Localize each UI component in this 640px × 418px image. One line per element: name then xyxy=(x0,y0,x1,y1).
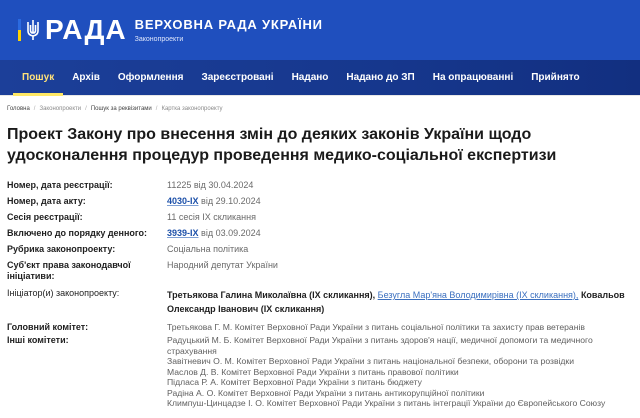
page-title: Проект Закону про внесення змін до деяких законів України щодо удосконалення процедур проведення медико-соціальної експертизи xyxy=(7,126,557,164)
value: 11 сесія IX скликання xyxy=(167,212,256,222)
site-subtitle: Законопроекти xyxy=(134,36,184,43)
committee-item: Завітневич О. М. Комітет Верховної Ради України з питань національної безпеки, оборони та розвідки xyxy=(167,356,574,366)
row-main-committee xyxy=(7,322,640,333)
row-session xyxy=(7,212,640,223)
value: 11225 від 30.04.2024 xyxy=(167,180,254,190)
label: Головний комітет: xyxy=(7,322,89,332)
site-header xyxy=(0,0,640,60)
committee-item: Радуцький М. Б. Комітет Верховної Ради України з питань здоров'я нації, медичної допомоги та медичного страхування xyxy=(167,335,593,356)
row-act xyxy=(7,196,640,207)
initiator-link[interactable]: Безугла Мар'яна Володимирівна (IX скликання), xyxy=(377,290,579,300)
main-nav xyxy=(0,60,640,96)
value: Соціальна політика xyxy=(167,244,249,254)
label: Ініціатор(и) законопроекту: xyxy=(7,288,120,298)
committee-item: Климпуш-Цинцадзе І. О. Комітет Верховної Ради України з питань інтеграції України до Європейського Союзу xyxy=(167,398,606,408)
initiator: Ковальов Олександр Іванович (IX скликання) xyxy=(167,290,625,314)
breadcrumb-search[interactable]: Пошук за реквізитами xyxy=(90,105,152,112)
label: Інші комітети: xyxy=(7,335,69,345)
row-other-committees xyxy=(7,335,640,409)
label: Рубрика законопроекту: xyxy=(7,244,116,254)
bill-info xyxy=(0,166,640,409)
nav-archive[interactable]: Архів xyxy=(72,72,100,83)
nav-registered[interactable]: Зареєстровані xyxy=(201,72,274,83)
breadcrumb-current: Картка законопроекту xyxy=(161,105,223,112)
agenda-link[interactable]: 3939-IX xyxy=(167,228,199,238)
trident-icon xyxy=(26,19,40,41)
label: Номер, дата акту: xyxy=(7,196,86,206)
breadcrumb-separator: / xyxy=(155,105,158,112)
logo[interactable]: РАДА xyxy=(45,14,127,45)
value: Народний депутат України xyxy=(167,260,278,270)
act-link[interactable]: 4030-IX xyxy=(167,196,199,206)
ukraine-flag-icon xyxy=(18,19,21,41)
nav-submitted[interactable]: Надано xyxy=(291,72,329,83)
breadcrumb-separator: / xyxy=(33,105,36,112)
label: Суб'єкт права законодавчої ініціативи: xyxy=(7,260,131,281)
agenda-date: від 03.09.2024 xyxy=(201,228,261,238)
nav-submitted-to-zp[interactable]: Надано до ЗП xyxy=(346,72,415,83)
act-date: від 29.10.2024 xyxy=(201,196,261,206)
breadcrumb xyxy=(0,96,640,116)
site-title[interactable]: ВЕРХОВНА РАДА УКРАЇНИ xyxy=(134,17,323,32)
row-rubric xyxy=(7,244,640,255)
row-initiators xyxy=(7,288,640,316)
nav-search[interactable]: Пошук xyxy=(13,60,63,95)
initiator: Третьякова Галина Миколаївна (IX скликання), xyxy=(167,290,376,300)
row-subject xyxy=(7,260,640,282)
committee-item: Підласа Р. А. Комітет Верховної Ради України з питань бюджету xyxy=(167,377,422,387)
nav-in-work[interactable]: На опрацюванні xyxy=(432,72,514,83)
committee-item: Третьякова Г. М. Комітет Верховної Ради України з питань соціальної політики та захисту прав ветеранів xyxy=(167,322,585,332)
breadcrumb-home[interactable]: Головна xyxy=(7,105,30,112)
breadcrumb-bills[interactable]: Законопроекти xyxy=(39,105,82,112)
row-registration xyxy=(7,180,640,191)
breadcrumb-separator: / xyxy=(85,105,87,112)
label: Сесія реєстрації: xyxy=(7,212,83,222)
label: Номер, дата реєстрації: xyxy=(7,180,113,190)
nav-processing[interactable]: Оформлення xyxy=(117,72,184,83)
label: Включено до порядку денного: xyxy=(7,228,148,238)
row-agenda xyxy=(7,228,640,239)
committee-item: Маслов Д. В. Комітет Верховної Ради України з питань правової політики xyxy=(167,366,459,377)
nav-adopted[interactable]: Прийнято xyxy=(531,72,580,83)
committee-item: Радіна А. О. Комітет Верховної Ради України з питань антикорупційної політики xyxy=(167,387,485,398)
